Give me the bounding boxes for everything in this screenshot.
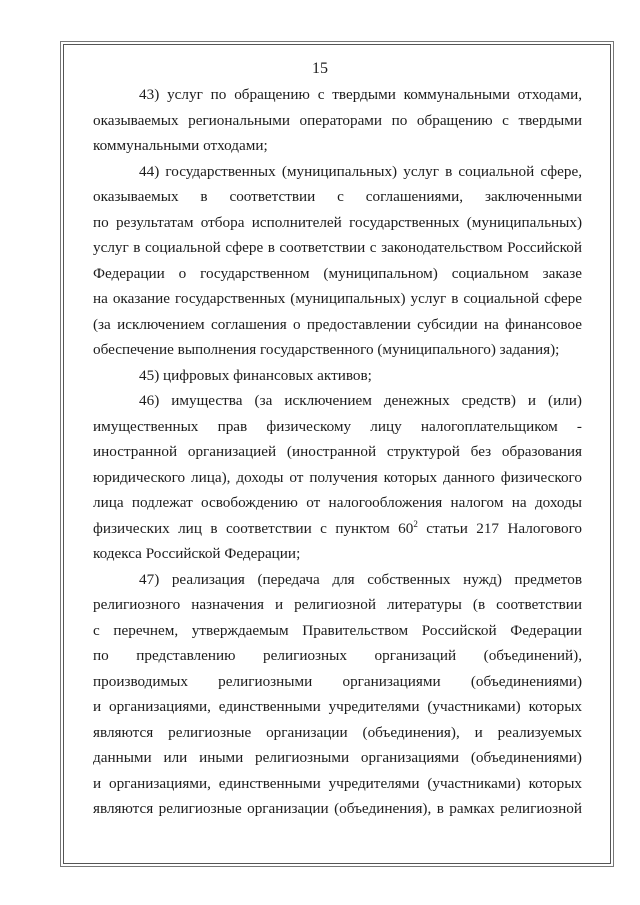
text-line: (за исключением соглашения о предоставлении субсидии на финансовое bbox=[93, 315, 582, 333]
list-item-44 bbox=[93, 159, 582, 363]
text-line: юридического лица), доходы от получения которых данного физического bbox=[93, 468, 582, 486]
superscript: 2 bbox=[413, 518, 418, 529]
text-line-with-superscript bbox=[93, 516, 582, 542]
text-line: 45) цифровых финансовых активов; bbox=[139, 366, 372, 384]
list-item-45 bbox=[93, 363, 582, 389]
text-line: 43) услуг по обращению с твердыми коммунальными отходами, bbox=[139, 86, 582, 103]
text-line: на оказание государственных (муниципальных) услуг в социальной сфере bbox=[93, 290, 582, 307]
text-line: производимых религиозными организациями (объединениями) bbox=[93, 672, 582, 690]
text-line: коммунальными отходами; bbox=[93, 137, 268, 154]
text-line: и организациями, единственными учредителями (участниками) которых bbox=[93, 774, 582, 792]
text-line: имущественных прав физическому лицу налогоплательщиком - bbox=[93, 417, 582, 435]
text-line: Федерации о государственном (муниципальном) социальном заказе bbox=[93, 264, 582, 282]
list-item-47 bbox=[93, 567, 582, 822]
list-item-43 bbox=[93, 82, 582, 159]
text-line: лица подлежат освобождению от налогообложения налогом на доходы bbox=[93, 494, 582, 511]
text-line: оказываемых региональными операторами по обращению с твердыми bbox=[93, 111, 582, 129]
list-item-46 bbox=[93, 388, 582, 567]
text-line: с перечнем, утверждаемым Правительством Российской Федерации bbox=[93, 621, 582, 639]
document-body bbox=[93, 82, 582, 822]
text-segment: физических лиц в соответствии с пунктом 60 bbox=[93, 519, 414, 537]
text-line: по представлению религиозных организаций (объединений), bbox=[93, 647, 582, 664]
text-line: данными или иными религиозными организациями (объединениями) bbox=[93, 749, 582, 766]
text-line: услуг в социальной сфере в соответствии с законодательством Российской bbox=[93, 239, 582, 256]
text-line: 44) государственных (муниципальных) услуг в социальной сфере, bbox=[139, 162, 582, 180]
text-line: кодекса Российской Федерации; bbox=[93, 545, 301, 562]
text-segment: статьи 217 Налогового bbox=[426, 519, 583, 537]
text-line: являются религиозные организации (объединения), и реализуемых bbox=[93, 723, 582, 741]
text-line: религиозного назначения и религиозной литературы (в соответствии bbox=[93, 596, 582, 613]
text-line: по результатам отбора исполнителей государственных (муниципальных) bbox=[93, 213, 582, 231]
text-line: и организациями, единственными учредителями (участниками) которых bbox=[93, 698, 582, 715]
text-line: обеспечение выполнения государственного (муниципального) задания); bbox=[93, 341, 560, 358]
text-line: являются религиозные организации (объединения), в рамках религиозной bbox=[93, 800, 582, 817]
page-number: 15 bbox=[312, 60, 328, 77]
text-line: 47) реализация (передача для собственных нужд) предметов bbox=[139, 570, 582, 588]
text-line: 46) имущества (за исключением денежных средств) и (или) bbox=[139, 392, 582, 409]
text-line: иностранной организацией (иностранной структурой без образования bbox=[93, 443, 582, 460]
text-line: оказываемых в соответствии с соглашениями, заключенными bbox=[93, 188, 582, 205]
